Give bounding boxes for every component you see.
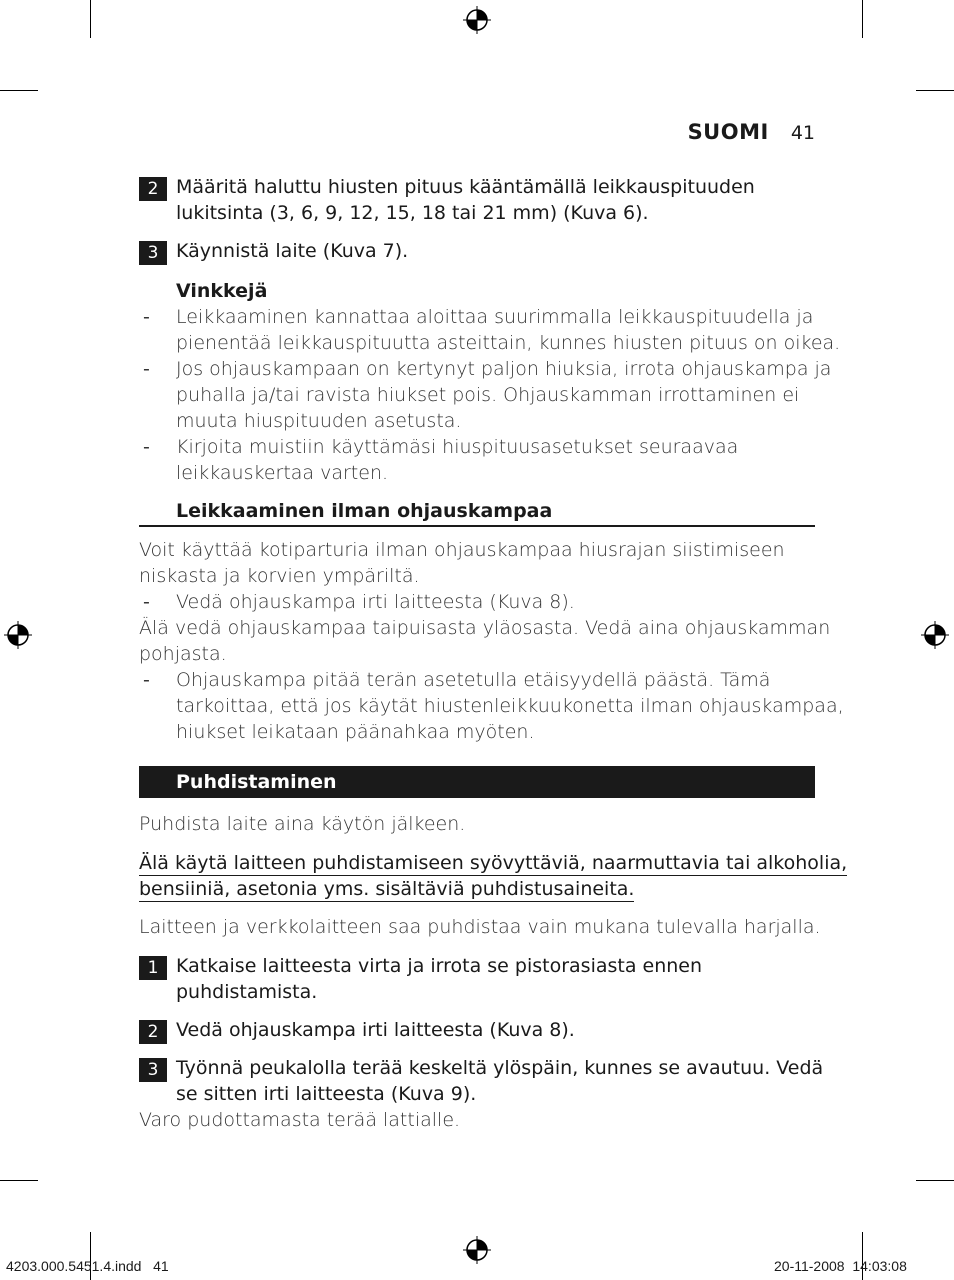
- bullet-text: [176, 667, 844, 745]
- section-intro: Puhdista laite aina käytön jälkeen.: [139, 813, 466, 835]
- tip-line: muuta hiuspituuden asetusta.: [176, 410, 462, 432]
- final-note: Varo pudottamasta terää lattialle.: [139, 1109, 461, 1131]
- section-rule: [139, 525, 815, 527]
- warning-text: [139, 850, 847, 902]
- footer-page: 41: [153, 1258, 169, 1274]
- footer-filename: 4203.000.5451.4.indd: [6, 1258, 142, 1274]
- step-line: Katkaise laitteesta virta ja irrota se pistorasiasta ennen: [176, 955, 703, 977]
- registration-mark-icon: [463, 1236, 491, 1264]
- section-intro: [139, 537, 785, 589]
- tip-line: leikkauskertaa varten.: [176, 462, 389, 484]
- step-line: puhdistamista.: [176, 981, 318, 1003]
- step-text: Vedä ohjauskampa irti laitteesta (Kuva 8).: [176, 1019, 575, 1041]
- intro-line: niskasta ja korvien ympäriltä.: [139, 565, 420, 587]
- registration-mark-icon: [921, 621, 949, 649]
- step-number: 3: [139, 1058, 167, 1082]
- tip-line: Kirjoita muistiin käyttämäsi hiuspituusasetukset seuraavaa: [176, 436, 739, 458]
- bullet-dash: -: [143, 436, 150, 458]
- tip-line: puhalla ja/tai ravista hiukset pois. Ohjauskamman irrottaminen ei: [176, 384, 800, 406]
- step-text: [176, 953, 702, 1005]
- step-number: 1: [139, 956, 167, 980]
- crop-mark: [916, 90, 954, 91]
- page-number: 41: [790, 122, 815, 144]
- section-heading: Leikkaaminen ilman ohjauskampaa: [176, 500, 553, 522]
- step-line: Työnnä peukalolla terää keskeltä ylöspäin, kunnes se avautuu. Vedä: [176, 1057, 824, 1079]
- crop-mark: [90, 0, 91, 38]
- step-line: se sitten irti laitteesta (Kuva 9).: [176, 1083, 477, 1105]
- crop-mark: [0, 1180, 38, 1181]
- crop-mark: [862, 0, 863, 38]
- crop-mark: [0, 90, 38, 91]
- step-text: Käynnistä laite (Kuva 7).: [176, 240, 409, 262]
- tip-item: [176, 434, 738, 486]
- warning-line: Älä käytä laitteen puhdistamiseen syövyttäviä, naarmuttavia tai alkoholia,: [139, 852, 848, 874]
- bullet-line: tarkoittaa, että jos käytät hiustenleikkuukonetta ilman ohjauskampaa,: [176, 695, 844, 717]
- section-heading: Puhdistaminen: [176, 771, 337, 793]
- step-line: lukitsinta (3, 6, 9, 12, 15, 18 tai 21 mm) (Kuva 6).: [176, 202, 649, 224]
- registration-mark-icon: [463, 6, 491, 34]
- registration-mark-icon: [4, 621, 32, 649]
- step-number: 2: [139, 1020, 167, 1044]
- brush-note: Laitteen ja verkkolaitteen saa puhdistaa vain mukana tulevalla harjalla.: [139, 916, 821, 938]
- note-line: Älä vedä ohjauskampaa taipuisasta yläosasta. Vedä aina ohjauskamman: [139, 617, 831, 639]
- footer-timestamp: [774, 1258, 907, 1274]
- tip-line: Jos ohjauskampaan on kertynyt paljon hiuksia, irrota ohjauskampa ja: [176, 358, 832, 380]
- bullet-line: hiukset leikataan päänahkaa myöten.: [176, 721, 535, 743]
- step-text: [176, 174, 755, 226]
- intro-line: Voit käyttää kotiparturia ilman ohjauskampaa hiusrajan siistimiseen: [139, 539, 785, 561]
- step-number: 2: [139, 177, 167, 201]
- footer-time: 14:03:08: [852, 1258, 907, 1274]
- tip-item: [176, 304, 840, 356]
- warning-line: bensiiniä, asetonia yms. sisältäviä puhdistusaineita.: [139, 878, 635, 900]
- step-line: Määritä haluttu hiusten pituus kääntämällä leikkauspituuden: [176, 176, 755, 198]
- section-heading-bar: [139, 766, 815, 798]
- step-text: [176, 1055, 823, 1107]
- tip-line: Leikkaaminen kannattaa aloittaa suurimmalla leikkauspituudella ja: [176, 306, 814, 328]
- footer-file: [6, 1258, 169, 1274]
- language-heading: SUOMI: [687, 120, 769, 144]
- bullet-dash: -: [143, 358, 150, 380]
- tips-heading: Vinkkejä: [176, 280, 268, 302]
- bullet-line: Ohjauskampa pitää terän asetetulla etäisyydellä päästä. Tämä: [176, 669, 771, 691]
- crop-mark: [916, 1180, 954, 1181]
- step-number: 3: [139, 241, 167, 265]
- note-line: pohjasta.: [139, 643, 227, 665]
- bullet-dash: -: [143, 306, 150, 328]
- bullet-text: Vedä ohjauskampa irti laitteesta (Kuva 8).: [176, 591, 575, 613]
- bullet-dash: -: [143, 669, 150, 691]
- tip-item: [176, 356, 831, 434]
- tip-line: pienentää leikkauspituutta asteittain, kunnes hiusten pituus on oikea.: [176, 332, 841, 354]
- note-text: [139, 615, 830, 667]
- bullet-dash: -: [143, 591, 150, 613]
- page-header: [688, 120, 815, 144]
- footer-date: 20-11-2008: [774, 1258, 845, 1274]
